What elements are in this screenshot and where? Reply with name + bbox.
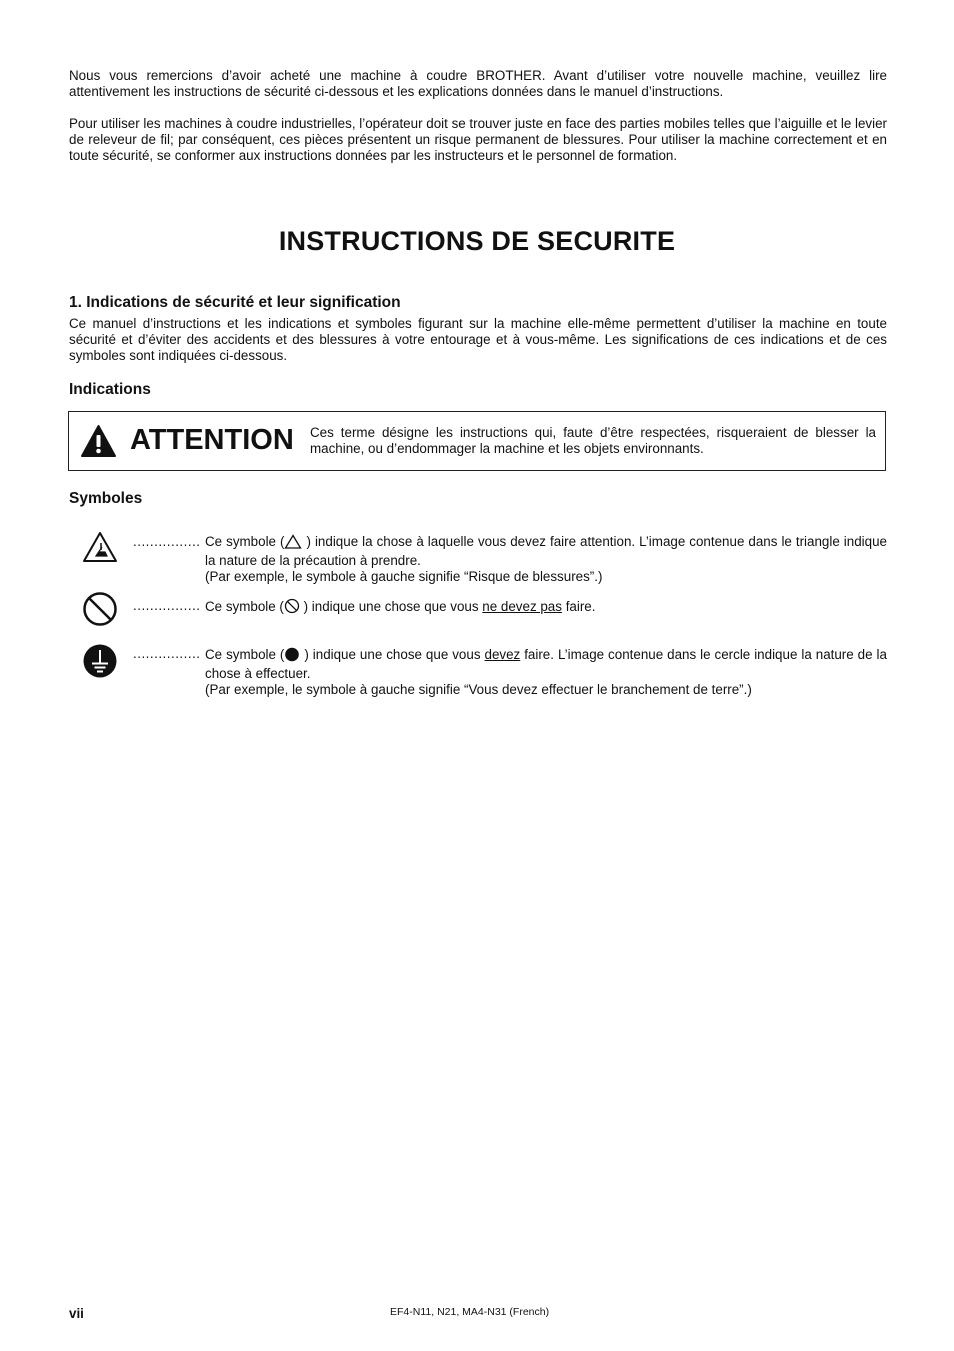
indications-heading: Indications: [69, 381, 151, 398]
triangle-outline-icon: [284, 534, 302, 553]
triangle-text-pre: Ce symbole (: [205, 534, 285, 549]
prohibit-text-post: faire.: [561, 599, 596, 614]
mandatory-symbol-text: [205, 646, 887, 698]
triangle-example: (Par exemple, le symbole à gauche signifie “Risque de blessures”.): [205, 569, 603, 584]
ground-connection-icon: [82, 643, 118, 684]
prohibition-symbol-text: [205, 598, 887, 618]
warning-triangle-icon: [80, 424, 117, 463]
mandatory-example: (Par exemple, le symbole à gauche signifie “Vous devez effectuer le branchement de terre”.): [205, 682, 752, 697]
prohibition-small-icon: [284, 598, 300, 618]
attention-box: [68, 411, 886, 471]
page-number: vii: [69, 1306, 84, 1321]
leader-dots: ................: [133, 534, 201, 549]
attention-description: Ces terme désigne les instructions qui, faute d’être respectées, risqueraient de blesser la machine, ou d’endommager la machine et les objets environnants.: [310, 425, 876, 456]
mandatory-emphasis: devez: [484, 647, 521, 662]
triangle-symbol-text: [205, 534, 887, 585]
section-1-heading: 1. Indications de sécurité et leur signification: [69, 294, 401, 311]
intro-paragraph-1: Nous vous remercions d’avoir acheté une machine à coudre BROTHER. Avant d’utiliser votre nouvelle machine, veuillez lire attentivement les instructions de sécurité ci-dessous et les explications données dans le manuel d’instructions.: [69, 68, 887, 99]
prohibition-icon: [82, 591, 118, 632]
injury-hazard-triangle-icon: [82, 531, 118, 568]
triangle-text-post: ) indique la chose à laquelle vous devez faire attention. L’image contenue dans le triangle indique la nature de la précaution à prendre.: [205, 534, 887, 568]
leader-dots: ................: [133, 646, 201, 661]
symboles-heading: Symboles: [69, 490, 143, 507]
page-title: INSTRUCTIONS DE SECURITE: [278, 226, 676, 256]
intro-paragraph-2: Pour utiliser les machines à coudre industrielles, l’opérateur doit se trouver juste en face des parties mobiles telles que l’aiguille et le levier de releveur de fil; par conséquent, ces pièces présentent un risque permanent de blessures. Pour utiliser la machine correctement et en toute sécurité, se conformer aux instructions données par les instructeurs et le personnel de formation.: [69, 116, 887, 163]
mandatory-text-post: faire. L’image contenue dans le cercle indique la nature de la chose à effectuer.: [205, 647, 887, 681]
prohibit-text-pre: Ce symbole (: [205, 599, 284, 614]
mandatory-text-mid: ) indique une chose que vous: [304, 647, 485, 662]
mandatory-text-pre: Ce symbole (: [205, 647, 285, 662]
footer-model-text: EF4-N11, N21, MA4-N31 (French): [390, 1306, 550, 1318]
prohibit-text-mid: ) indique une chose que vous: [303, 599, 483, 614]
leader-dots: ................: [133, 598, 201, 613]
prohibit-emphasis: ne devez pas: [482, 599, 562, 614]
attention-label: ATTENTION: [130, 424, 294, 456]
filled-circle-icon: [284, 646, 300, 666]
section-1-body: Ce manuel d’instructions et les indications et symboles figurant sur la machine elle-même permettent d’utiliser la machine en toute sécurité et d’éviter des accidents et des blessures à votre entourage et à vous-même. Les significations de ces indications et de ces symboles sont indiquées ci-dessous.: [69, 316, 887, 363]
